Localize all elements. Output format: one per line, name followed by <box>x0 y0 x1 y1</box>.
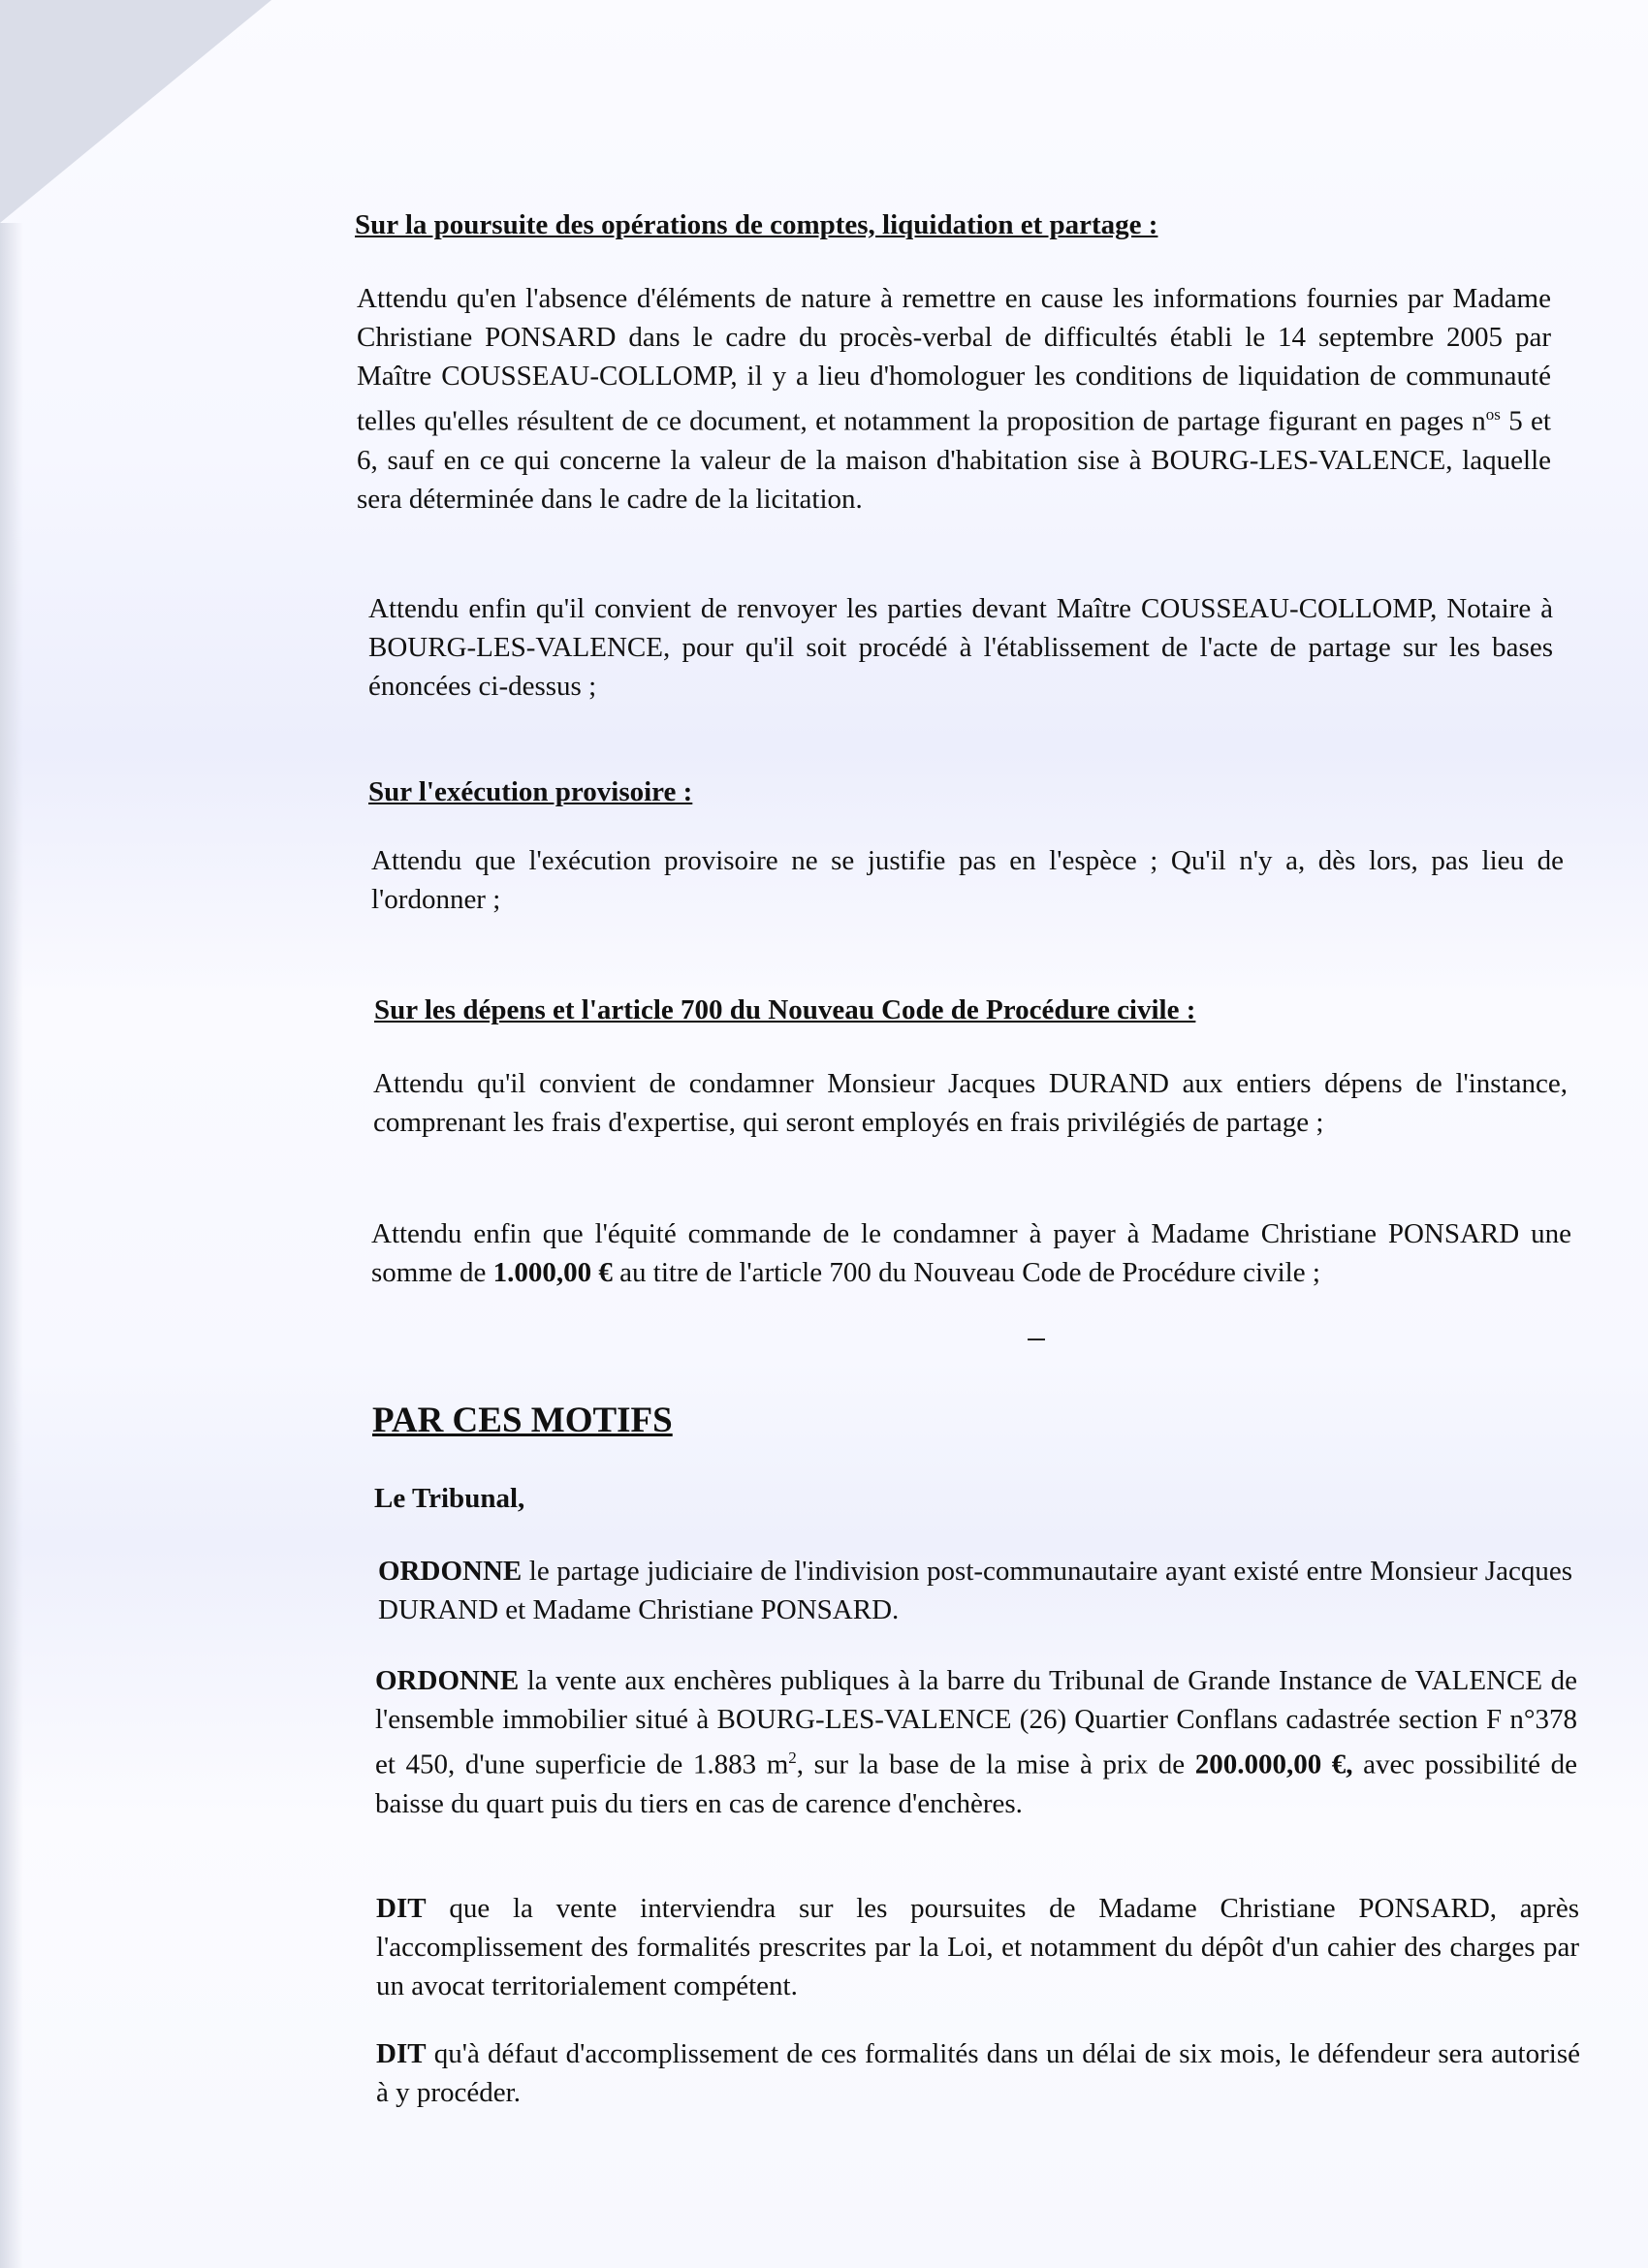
paragraph-ordonne-partage <box>378 1552 1572 1629</box>
paragraph-text: 5 et 6, sauf en ce qui concerne la valeur de la maison d'habitation sise à BOURG-LES-VALENCE, laquelle sera déterminée dans le cadre de la licitation. <box>357 405 1551 515</box>
dash-mark <box>1028 1339 1045 1340</box>
paragraph-execution-provisoire: Attendu que l'exécution provisoire ne se justifie pas en l'espèce ; Qu'il n'y a, dès lors, pas lieu de l'ordonner ; <box>371 845 1564 915</box>
paragraph-depens: Attendu qu'il convient de condamner Monsieur Jacques DURAND aux entiers dépens de l'instance, comprenant les frais d'expertise, qui seront employés en frais privilégiés de partage ; <box>373 1068 1568 1138</box>
paragraph-dit-vente <box>376 1889 1579 2005</box>
paragraph-ordonne-vente <box>375 1661 1577 1823</box>
paragraph-dit-defaut <box>376 2034 1580 2112</box>
paragraph-article-700 <box>371 1214 1571 1292</box>
section-heading-execution-provisoire: Sur l'exécution provisoire : <box>368 776 693 807</box>
keyword-dit: DIT <box>376 1893 427 1924</box>
section-heading-depens: Sur les dépens et l'article 700 du Nouveau Code de Procédure civile : <box>374 994 1196 1025</box>
paragraph-text: avec possibilité de baisse du quart puis du tiers en cas de carence d'enchères. <box>375 1748 1577 1819</box>
paragraph-text: , sur la base de la mise à prix de <box>796 1748 1195 1780</box>
paragraph-text: Attendu qu'en l'absence d'éléments de nature à remettre en cause les informations fournies par Madame Christiane PONSARD dans le cadre du procès-verbal de difficultés établi le 14 septembre 2005 par Maître COUSSEAU-COLLOMP, il y a lieu d'homologuer les conditions de liquidation de communauté telles qu'elles résultent de ce document, et notamment la proposition de partage figurant en pages n <box>357 283 1551 437</box>
paragraph-text: qu'à défaut d'accomplissement de ces formalités dans un délai de six mois, le défendeur sera autorisé à y procéder. <box>376 2038 1580 2108</box>
paragraph-text: la vente aux enchères publiques à la barre du Tribunal de Grande Instance de VALENCE de l'ensemble immobilier situé à BOURG-LES-VALENCE (26) Quartier Conflans cadastrée section F n°378 et 450, d'une superficie de 1.883 m <box>375 1665 1577 1780</box>
tribunal-label: Le Tribunal, <box>374 1483 525 1514</box>
page-edge-shadow <box>0 223 23 2268</box>
paragraph-text: que la vente interviendra sur les poursuites de Madame Christiane PONSARD, après l'accomplissement des formalités prescrites par la Loi, et notamment du dépôt d'un cahier des charges par un avocat territorialement compétent. <box>376 1893 1579 2001</box>
keyword-ordonne: ORDONNE <box>378 1556 523 1587</box>
section-heading-partage: Sur la poursuite des opérations de comptes, liquidation et partage : <box>355 209 1158 240</box>
amount-mise-a-prix: 200.000,00 €, <box>1194 1748 1353 1780</box>
folded-corner <box>0 0 271 223</box>
amount-article-700: 1.000,00 € <box>492 1257 613 1288</box>
keyword-ordonne: ORDONNE <box>375 1665 520 1696</box>
main-heading-motifs: PAR CES MOTIFS <box>372 1401 673 1440</box>
keyword-dit: DIT <box>376 2038 427 2069</box>
paragraph-text: Attendu enfin que l'équité commande de le condamner à payer à Madame Christiane PONSARD une somme de <box>371 1218 1571 1288</box>
paragraph-homologation <box>357 279 1551 519</box>
paragraph-text: le partage judiciaire de l'indivision post-communautaire ayant existé entre Monsieur Jacques DURAND et Madame Christiane PONSARD. <box>378 1556 1572 1625</box>
paragraph-renvoi-notaire: Attendu enfin qu'il convient de renvoyer les parties devant Maître COUSSEAU-COLLOMP, Notaire à BOURG-LES-VALENCE, pour qu'il soit procédé à l'établissement de l'acte de partage sur les bases énoncées ci-dessus ; <box>368 593 1553 702</box>
paragraph-text: au titre de l'article 700 du Nouveau Code de Procédure civile ; <box>612 1257 1320 1288</box>
superscript: os <box>1485 405 1501 424</box>
superscript: 2 <box>788 1748 797 1767</box>
